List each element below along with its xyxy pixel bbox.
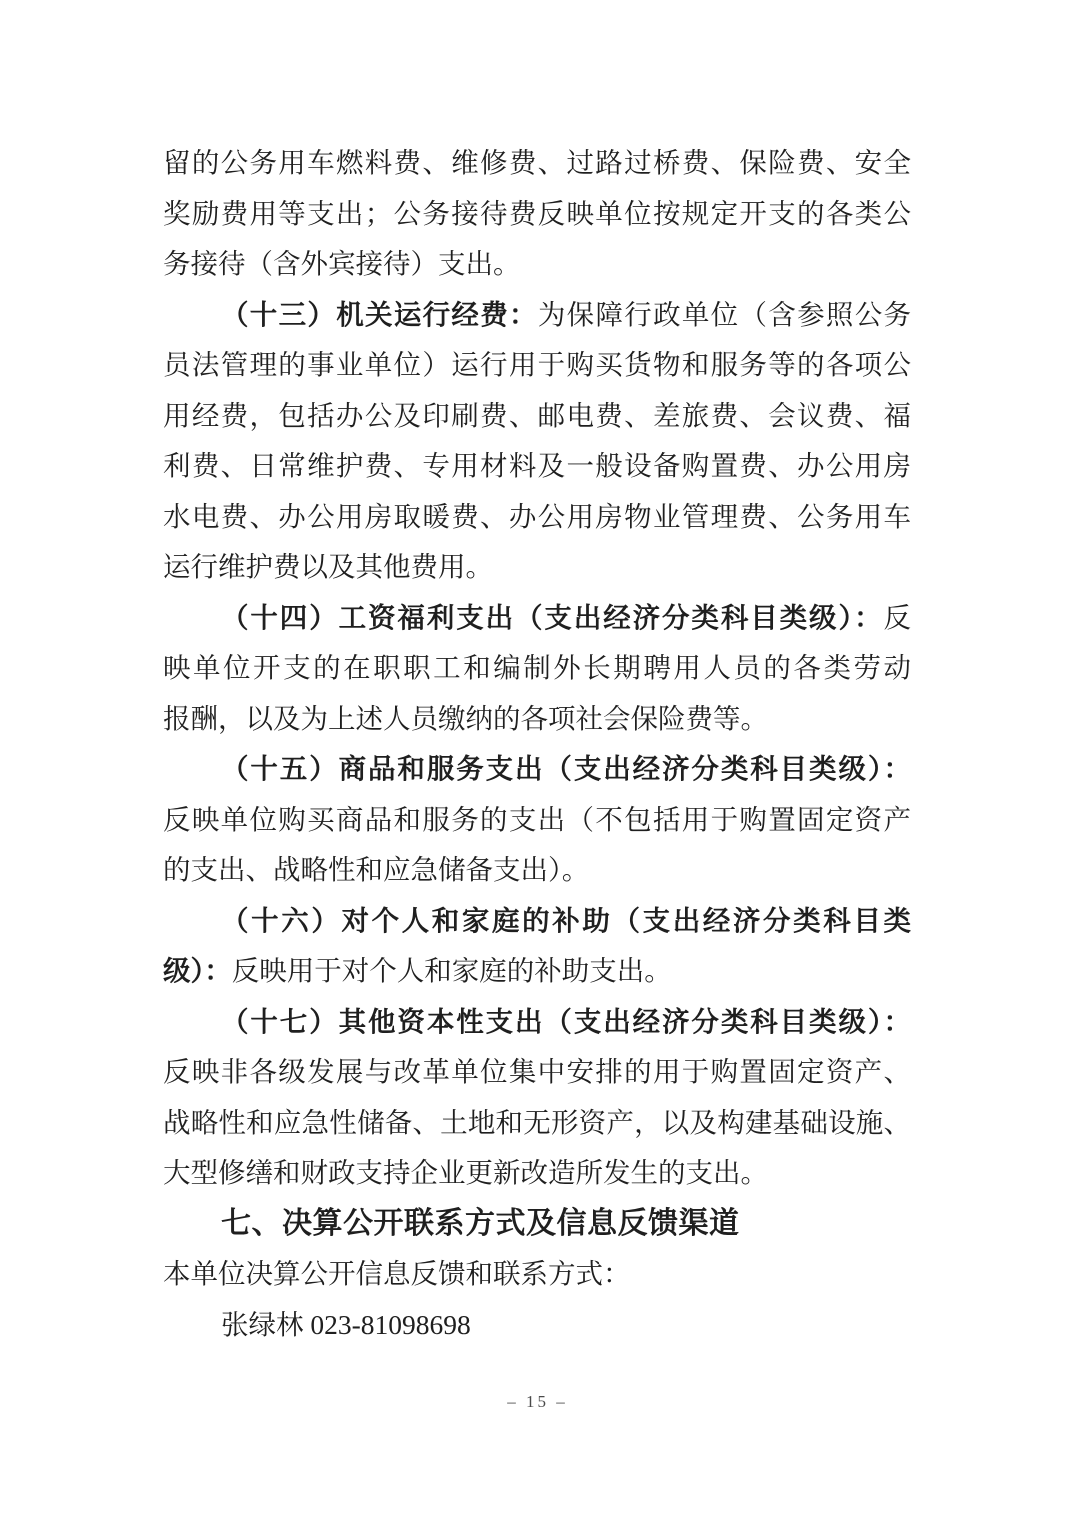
text-line xyxy=(163,1098,911,1149)
bold-run: （十七）其他资本性支出（支出经济分类科目类级）： xyxy=(221,1005,911,1037)
text-line xyxy=(163,492,911,543)
bold-run: （十六）对个人和家庭的补助（支出经济分类科目类 xyxy=(221,904,911,936)
text-line xyxy=(163,239,911,290)
document-body xyxy=(163,138,911,1350)
text-line xyxy=(163,744,911,795)
section-heading xyxy=(163,1199,911,1250)
text-run: 的支出、战略性和应急储备支出）。 xyxy=(163,854,590,885)
text-line xyxy=(163,441,911,492)
text-line xyxy=(163,845,911,896)
text-line xyxy=(163,997,911,1048)
text-line xyxy=(163,1300,911,1351)
text-run: 为保障行政单位（含参照公务 xyxy=(537,298,912,330)
text-line xyxy=(163,593,911,644)
bold-run: （十四）工资福利支出（支出经济分类科目类级）： xyxy=(221,601,884,633)
text-run: 映单位开支的在职职工和编制外长期聘用人员的各类劳动 xyxy=(163,652,911,683)
text-run: 反映非各级发展与改革单位集中安排的用于购置固定资产、 xyxy=(163,1056,911,1087)
text-line xyxy=(163,946,911,997)
text-run: 报酬，以及为上述人员缴纳的各项社会保险费等。 xyxy=(163,702,768,734)
text-run: 用经费，包括办公及印刷费、邮电费、差旅费、会议费、福 xyxy=(163,399,911,431)
text-run: 员法管理的事业单位）运行用于购买货物和服务等的各项公 xyxy=(163,349,911,380)
text-line xyxy=(163,643,911,694)
text-line xyxy=(163,694,911,745)
text-line xyxy=(163,1148,911,1199)
text-line xyxy=(163,795,911,846)
text-line xyxy=(163,138,911,189)
page-footer xyxy=(0,1392,1075,1412)
bold-run: 七、决算公开联系方式及信息反馈渠道 xyxy=(221,1206,740,1240)
text-run: 奖励费用等支出；公务接待费反映单位按规定开支的各类公 xyxy=(163,197,911,229)
text-line xyxy=(163,290,911,341)
text-run: 张绿林 023-81098698 xyxy=(221,1308,471,1340)
text-line xyxy=(163,340,911,391)
text-line xyxy=(163,896,911,947)
text-line xyxy=(163,542,911,593)
bold-run: 级）： xyxy=(163,955,232,986)
text-line xyxy=(163,1249,911,1300)
text-run: 战略性和应急性储备、土地和无形资产，以及构建基础设施、 xyxy=(163,1106,911,1138)
text-run: 运行维护费以及其他费用。 xyxy=(163,551,493,582)
text-run: 反映单位购买商品和服务的支出（不包括用于购置固定资产 xyxy=(163,803,911,835)
text-run: 留的公务用车燃料费、维修费、过路过桥费、保险费、安全 xyxy=(163,147,911,178)
text-run: 务接待（含外宾接待）支出。 xyxy=(163,248,521,279)
text-run: 反映用于对个人和家庭的补助支出。 xyxy=(231,955,672,986)
bold-run: （十五）商品和服务支出（支出经济分类科目类级）： xyxy=(221,753,911,784)
text-line xyxy=(163,391,911,442)
bold-run: （十三）机关运行经费： xyxy=(221,298,538,330)
text-run: 利费、日常维护费、专用材料及一般设备购置费、办公用房 xyxy=(163,450,911,481)
page-number: – 15 – xyxy=(507,1392,568,1411)
text-line xyxy=(163,1047,911,1098)
text-run: 反 xyxy=(883,601,911,633)
text-run: 本单位决算公开信息反馈和联系方式： xyxy=(163,1258,631,1289)
text-line xyxy=(163,189,911,240)
text-run: 水电费、办公用房取暖费、办公用房物业管理费、公务用车 xyxy=(163,500,911,532)
text-run: 大型修缮和财政支持企业更新改造所发生的支出。 xyxy=(163,1157,768,1188)
